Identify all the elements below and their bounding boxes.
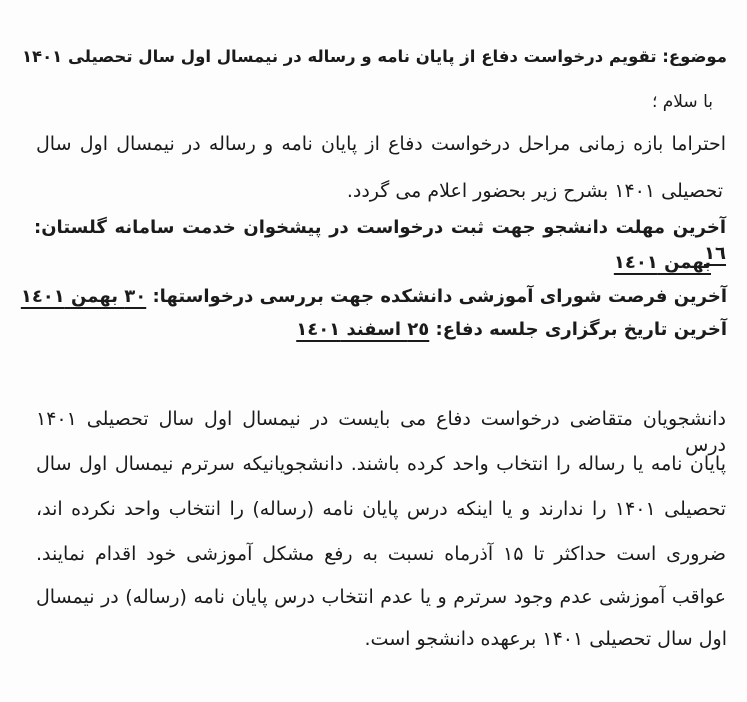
body-paragraph-line-4: ضروری است حداکثر تا ۱۵ آذرماه نسبت به رفع مشکل آموزشی خود اقدام نمایند. (36, 543, 726, 565)
deadline-council-line (21, 284, 727, 310)
deadline-council-label: آخرین فرصت شورای آموزشی دانشکده جهت بررسی درخواستها: (146, 286, 727, 307)
body-paragraph-line-5: عواقب آموزشی عدم وجود سرترم و یا عدم انتخاب درس پایان نامه (رساله) در نیمسال (36, 586, 726, 608)
body-paragraph-line-1: دانشجویان متقاضی درخواست دفاع می بایست در نیمسال اول سال تحصیلی ۱۴۰۱ درس (36, 408, 726, 456)
deadline-registration-date-month-year (614, 250, 711, 276)
deadline-registration-label: آخرین مهلت دانشجو جهت ثبت درخواست در پیشخوان خدمت سامانه گلستان: (34, 217, 726, 238)
deadline-registration-date-day: ١٦ (704, 243, 726, 264)
deadline-registration-date-underlined: بهمن ١٤٠١ (613, 252, 711, 273)
subject-line: موضوع: تقویم درخواست دفاع از پایان نامه و رساله در نیمسال اول سال تحصیلی ۱۴۰۱ (21, 47, 727, 66)
deadline-defense-label: آخرین تاریخ برگزاری جلسه دفاع: (429, 319, 727, 340)
body-paragraph-line-3: تحصیلی ۱۴۰۱ را ندارند و یا اینکه درس پایان نامه (رساله) را انتخاب واحد نکرده اند، (36, 498, 726, 520)
deadline-defense-line (296, 317, 727, 343)
body-paragraph-line-2: پایان نامه یا رساله را انتخاب واحد کرده باشند. دانشجویانیکه سرترم نیمسال اول سال (36, 453, 726, 475)
deadline-defense-date: ٢٥ اسفند ١٤٠١ (296, 319, 430, 340)
salutation: با سلام ؛ (651, 92, 713, 112)
intro-paragraph-line-2: تحصیلی ۱۴۰۱ بشرح زیر بحضور اعلام می گردد. (346, 180, 723, 202)
intro-paragraph-line-1: احتراما بازه زمانی مراحل درخواست دفاع از پایان نامه و رساله در نیمسال اول سال (36, 133, 726, 155)
deadline-council-date: ٣٠ بهمن ١٤٠١ (20, 286, 147, 307)
body-paragraph-line-6: اول سال تحصیلی ۱۴۰۱ برعهده دانشجو است. (364, 628, 727, 650)
